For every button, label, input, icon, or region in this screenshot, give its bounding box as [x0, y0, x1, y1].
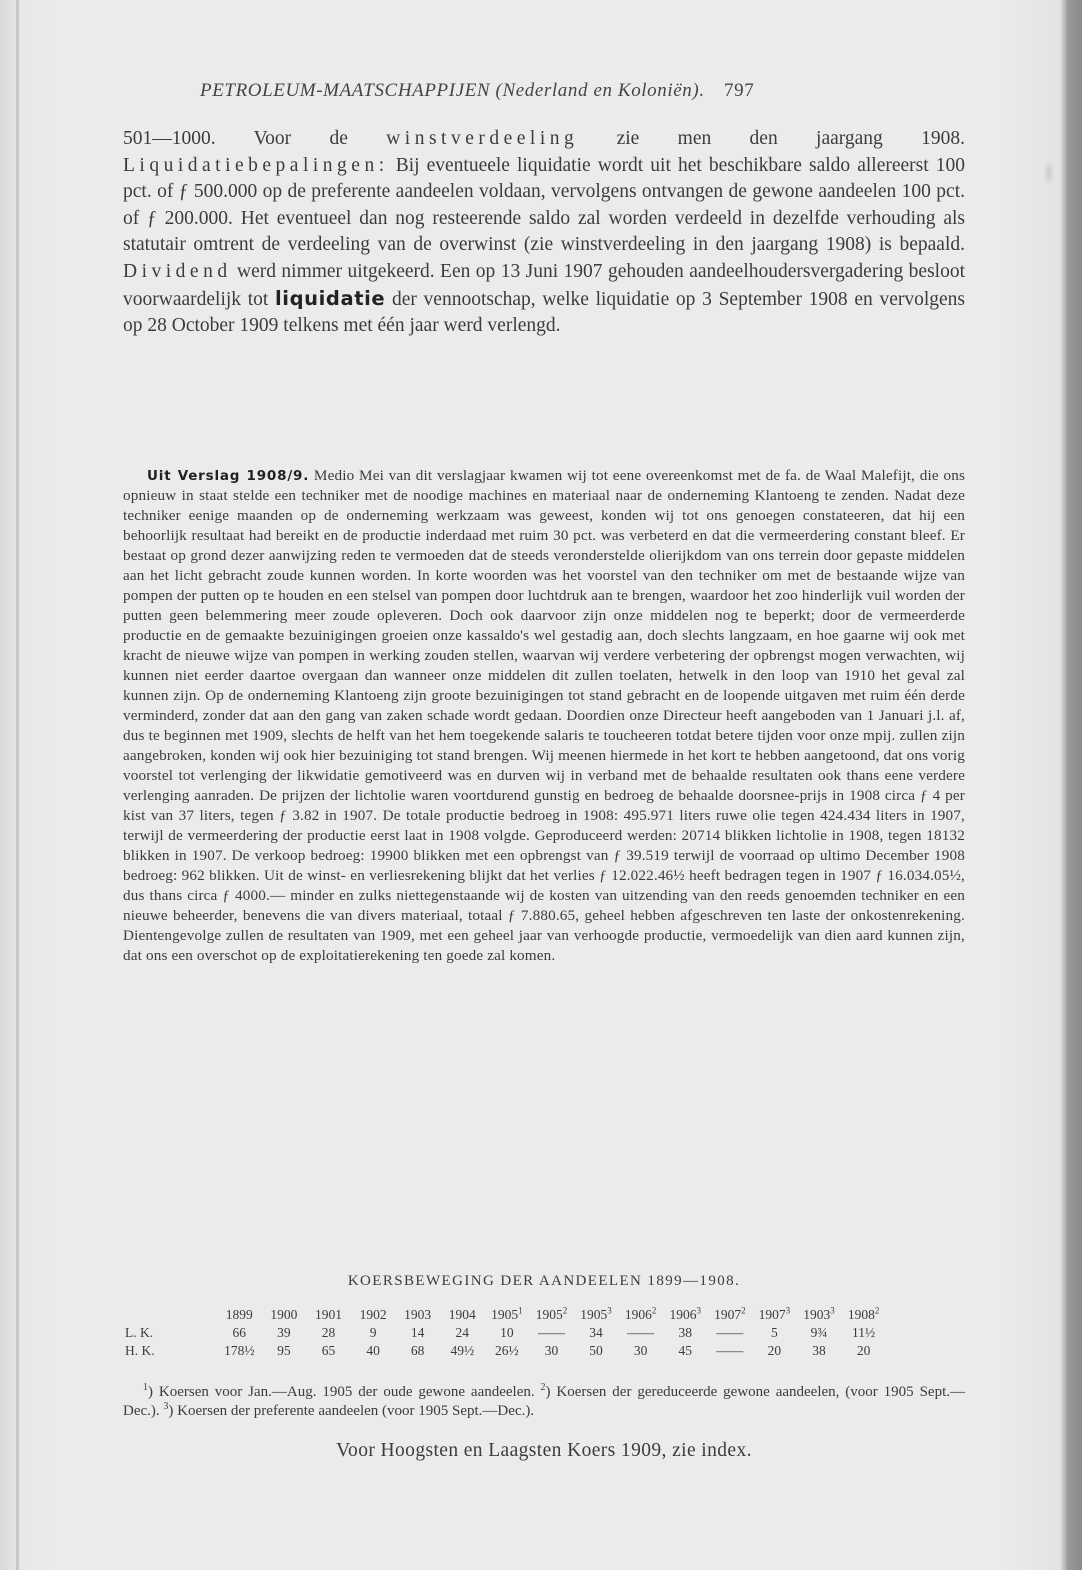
intro-text: der vennootschap, welke liquidatie op 3 September 1908 en vervolgens op 28 October 1909 telkens met één jaar werd verlengd. [123, 288, 966, 337]
table-cell: 28 [321, 1325, 336, 1340]
table-cell: 10 [500, 1325, 514, 1340]
table-cell: 30 [633, 1343, 648, 1358]
year-header: 1907$^2$ [714, 1305, 746, 1322]
table-title: KOERSBEWEGING DER AANDEELEN 1899—1908. [347, 1273, 741, 1289]
table-cell: 14 [410, 1325, 425, 1340]
table-cell: 45 [678, 1343, 692, 1358]
bold-term-liquidatie: liquidatie [275, 286, 386, 310]
table-row-low-price [125, 1324, 886, 1342]
year-header: 1906$^2$ [624, 1305, 657, 1322]
spaced-term-liquidatiebepalingen: Liquidatiebepalingen: [123, 154, 389, 176]
share-price-table [125, 1306, 886, 1360]
table-header-row [125, 1306, 886, 1324]
table-cell: 34 [589, 1325, 603, 1340]
page-fold-shadow [16, 0, 19, 1570]
table-cell: 66 [232, 1325, 247, 1340]
year-header: 1906$^3$ [669, 1305, 701, 1322]
table-cell: 26½ [495, 1343, 519, 1358]
intro-paragraph [123, 126, 965, 340]
table-cell: —— [716, 1325, 744, 1340]
table-footnotes [123, 1383, 965, 1421]
year-header: 1904 [448, 1307, 476, 1322]
year-header: 1907$^3$ [758, 1305, 791, 1322]
table-cell: 178½ [224, 1343, 255, 1358]
table-cell: 11½ [852, 1325, 876, 1340]
spaced-term-winstverdeeling: winstverdeeling [386, 128, 579, 149]
paper-stain [1044, 160, 1054, 186]
table-cell: —— [537, 1325, 565, 1340]
row-label: L. K. [125, 1325, 154, 1340]
table-cell: 68 [410, 1343, 425, 1358]
year-header: 1900 [270, 1307, 298, 1322]
year-header: 1901 [314, 1307, 342, 1322]
table-corner [125, 1306, 217, 1324]
report-heading: Uit Verslag 1908/9. [147, 468, 310, 484]
footnote-marker: 1 [143, 1382, 148, 1393]
table-cell: 49½ [450, 1343, 475, 1358]
table-cell: 38 [678, 1325, 692, 1340]
table-cell: 40 [366, 1343, 380, 1358]
table-cell: 20 [767, 1343, 782, 1358]
footnote-text: ) Koersen der preferente aandeelen (voor 1905 Sept.—Dec.). [168, 1403, 535, 1419]
row-label: H. K. [125, 1343, 155, 1358]
table-cell: 38 [812, 1343, 826, 1358]
table-cell: —— [627, 1325, 655, 1340]
year-header: 1902 [359, 1307, 387, 1322]
table-cell: 9¾ [810, 1325, 828, 1340]
year-header: 1905$^1$ [491, 1305, 523, 1322]
table-cell: 24 [455, 1325, 470, 1340]
footnote-marker: 3 [163, 1401, 169, 1412]
year-header: 1905$^2$ [535, 1305, 568, 1322]
spaced-term-dividend: Dividend [123, 260, 232, 282]
table-cell: 5 [771, 1325, 778, 1340]
year-header: 1905$^3$ [580, 1305, 612, 1322]
intro-text: Bij eventueele liquidatie wordt uit het beschikbare saldo allereerst 100 pct. of ƒ 500.000 op de preferente aandeelen voldaan, vervolgens ontvangen de gewone aandeelen 100 pct. of ƒ 200.000. Het eventueel dan nog resteerende saldo zal worden verdeeld in dezelfde verhouding als statutair omtrent de verdeeling van de overwinst (zie winstverdeeling in den jaargang 1908) is bepaald. [123, 154, 965, 256]
running-header [200, 80, 1000, 102]
report-paragraph [123, 466, 965, 966]
closing-reference: Voor Hoogsten en Laagsten Koers 1909, zie index. [336, 1440, 752, 1461]
intro-text: 501—1000. Voor de [123, 128, 387, 149]
year-header: 1908$^2$ [847, 1305, 880, 1322]
intro-text: zie men den jaargang 1908. [578, 128, 965, 149]
table-cell: 50 [589, 1343, 603, 1358]
table-cell: 20 [856, 1343, 871, 1358]
table-cell: 30 [544, 1343, 559, 1358]
footnote-text: ) Koersen der gereduceerde gewone aandeelen, (voor 1905 Sept.—Dec.). [123, 1384, 965, 1419]
footnote-marker: 2 [540, 1382, 546, 1393]
intro-text: werd nimmer uitgekeerd. Een op 13 Juni 1907 gehouden aandeelhoudersvergadering besloot voorwaardelijk tot [123, 260, 965, 310]
report-body: Medio Mei van dit verslagjaar kwamen wij tot eene overeenkomst met de fa. de Waal Malefijt, die ons opnieuw in staat stelde een techniker met de noodige machines en materiaal naar de onderneming Klantoeng te zenden. Nadat deze techniker eenige maanden op de onderneming werkzaam was geweest, konden wij tot ons genoegen constateeren, dat hij een behoorlijk resultaat had bereikt en de productie inderdaad met ruim 30 pct. was verbeterd en dat die vermeerdering constant bleef. Er bestaat op grond dezer aanwijzing reden te vermoeden dat de steeds veronderstelde olierijkdom van ons terrein door gepaste middelen aan het licht gebracht zoude kunnen worden. In korte woorden was het voorstel van den techniker om met de bestaande wijze van pompen der putten op te houden en een stelsel van pompen door luchtdruk aan te brengen, waardoor het zoo hinderlijk vuil worden der putten geen belemmering meer zoude opleveren. Doch ook daarvoor zijn onze middelen nog te beperkt; door de vermeerderde productie en de gemaakte bezuinigingen groeien onze kassaldo's wel gestadig aan, doch slechts langzaam, en hoe gaarne wij ook met kracht de nieuwe wijze van pompen in werking zouden stellen, waarvan wij verdere verbetering der opbrengst mogen verwachten, wij kunnen niet eerder daartoe overgaan dan wanneer onze middelen dit zullen toelaten, hetwelk in den loop van 1910 het geval zal kunnen zijn. Op de onderneming Klantoeng zijn groote bezuinigingen tot stand gebracht en de loopende uitgaven met ruim één derde verminderd, zonder dat aan den gang van zaken schade wordt gedaan. Doordien onze Directeur heeft aangeboden van 1 Januari j.l. af, dus te beginnen met 1909, slechts de helft van het hem toegekende salaris te toucheeren totdat betere tijden voor onze mpij. zullen zijn aangebroken, konden wij ook hier bezuiniging tot stand brengen. Wij meenen hiermede in het kort te hebben aangetoond, dat ons vorig voorstel tot verlenging der likwidatie gemotiveerd was en durven wij in verband met de behaalde resultaten ook thans eene verdere verlenging aanraden. De prijzen der lichtolie waren voortdurend gunstig en bedroeg de behaalde doorsnee-prijs in 1908 circa ƒ 4 per kist van 37 liters, tegen ƒ 3.82 in 1907. De totale productie bedroeg in 1908: 495.971 liters ruwe olie tegen 424.434 liters in 1907, terwijl de vermeerdering der productie eerst laat in 1908 volgde. Geproduceerd werden: 20714 blikken lichtolie in 1908, tegen 18132 blikken in 1907. De verkoop bedroeg: 19900 blikken met een opbrengst van ƒ 39.519 terwijl de voorraad op ultimo December 1908 bedroeg: 962 blikken. Uit de winst- en verliesrekening blijkt dat het verlies ƒ 12.022.46½ heeft bedragen tegen in 1907 ƒ 16.034.05½, dus thans circa ƒ 4000.— minder en zulks niettegenstaande wij de kosten van uitzending van den reeds genoemden techniker en een nieuwe beheerder, benevens die van divers materiaal, totaal ƒ 7.880.65, geheel hebben afgeschreven ten laste der onkostenrekening. Dientengevolge zullen de resultaten van 1909, met een geheel jaar van verhoogde productie, vermoedelijk van dien aard kunnen zijn, dat ons een overschot op de exploitatierekening ten goede zal komen. [123, 467, 966, 964]
table-row-high-price [125, 1342, 886, 1360]
table-cell: 95 [277, 1343, 291, 1358]
table-cell: 65 [321, 1343, 336, 1358]
table-cell: —— [716, 1343, 744, 1358]
page-number: 797 [724, 80, 755, 101]
year-header: 1903$^3$ [803, 1305, 835, 1322]
table-cell: 39 [277, 1325, 291, 1340]
footnote-text: ) Koersen voor Jan.—Aug. 1905 der oude gewone aandeelen. [148, 1384, 541, 1400]
year-header: 1899 [225, 1307, 253, 1322]
running-title: PETROLEUM-MAATSCHAPPIJEN (Nederland en Koloniën). [200, 80, 705, 101]
year-header: 1903 [404, 1307, 432, 1322]
table-cell: 9 [369, 1325, 377, 1340]
